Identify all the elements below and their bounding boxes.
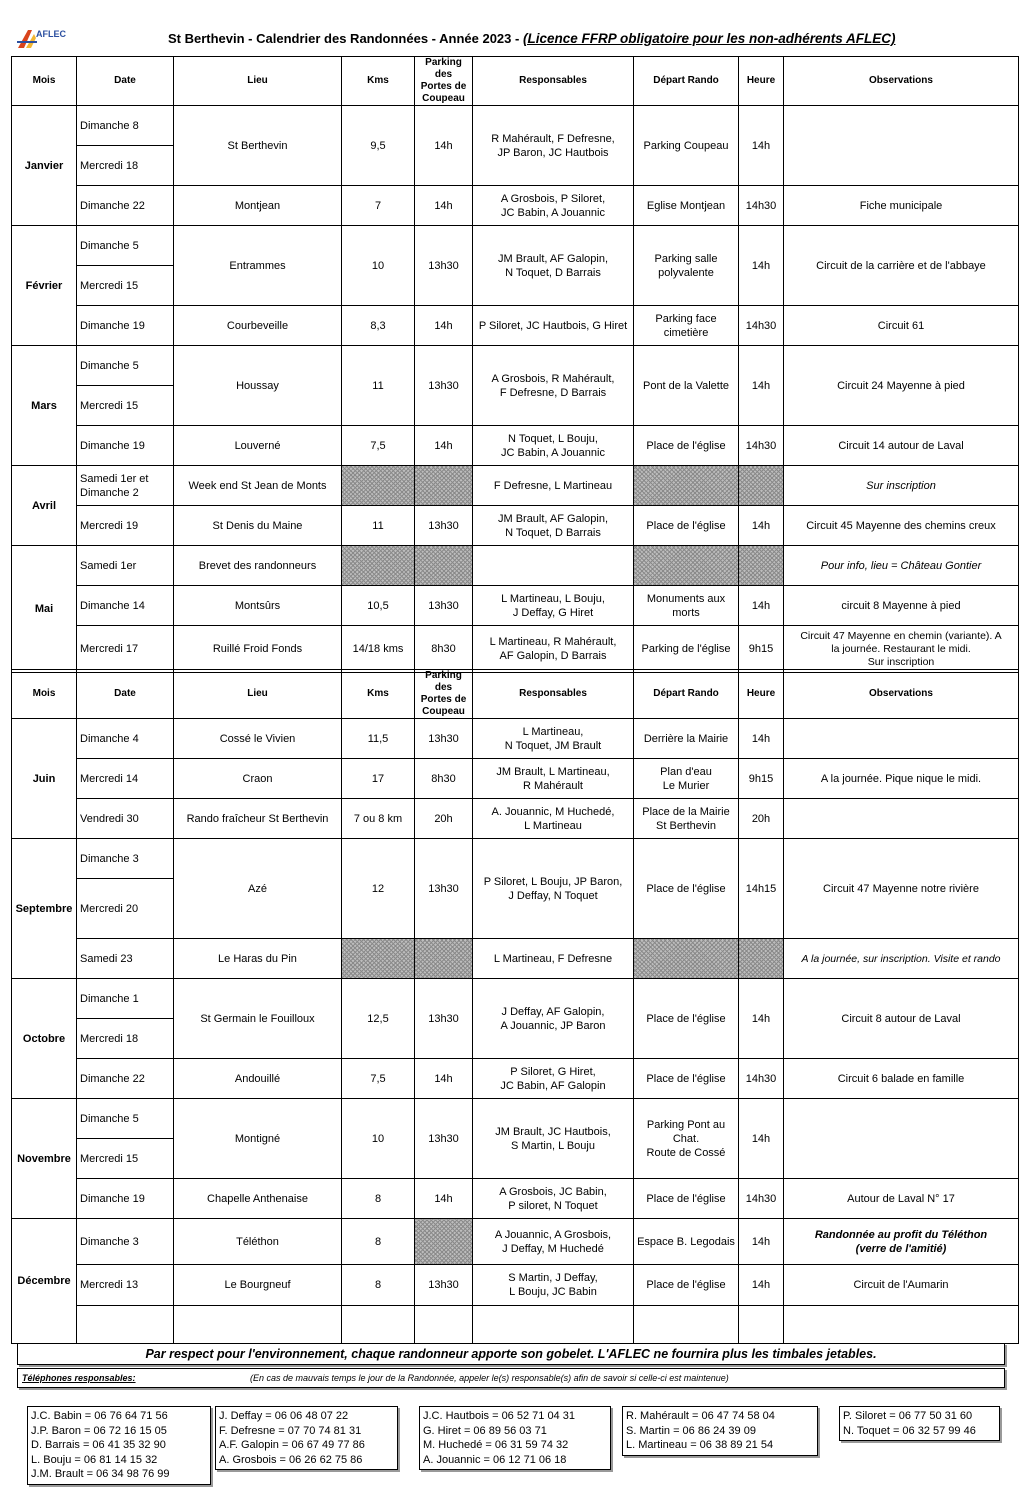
phone-box-4: R. Mahérault = 06 47 74 58 04 S. Martin = 06 86 24 39 09 L. Martineau = 06 38 89 21 54 — [622, 1406, 818, 1456]
resp-cell: A Grosbois, JC Babin, P siloret, N Toquet — [473, 1179, 634, 1219]
parking-cell: 8h30 — [415, 759, 473, 799]
table-row — [12, 106, 1019, 146]
parking-cell: 13h30 — [415, 506, 473, 546]
kms-cell: 9,5 — [342, 106, 415, 186]
lieu-cell: St Germain le Fouilloux — [174, 979, 342, 1059]
date-cell: Mercredi 18 — [77, 1019, 174, 1059]
lieu-cell: Louverné — [174, 426, 342, 466]
table-row — [12, 759, 1019, 799]
date-cell: Samedi 23 — [77, 939, 174, 979]
resp-cell: A Jouannic, A Grosbois, J Deffay, M Huchedé — [473, 1219, 634, 1265]
heure-cell: 14h15 — [739, 839, 784, 939]
empty-cell — [473, 1306, 634, 1344]
date-cell: Dimanche 5 — [77, 346, 174, 386]
col-mois: Mois — [12, 670, 77, 719]
table-row — [12, 186, 1019, 226]
parking-cell: 13h30 — [415, 226, 473, 306]
depart-cell: Parking Pont au Chat. Route de Cossé — [634, 1099, 739, 1179]
date-cell: Mercredi 18 — [77, 146, 174, 186]
date-cell: Dimanche 8 — [77, 106, 174, 146]
lieu-cell: Azé — [174, 839, 342, 939]
depart-cell: Place de l'église — [634, 1265, 739, 1306]
parking-cell: 14h — [415, 106, 473, 186]
aflec-logo — [14, 26, 72, 50]
parking-cell: 14h — [415, 426, 473, 466]
phone-box-1: J.C. Babin = 06 76 64 71 56 J.P. Baron = 06 72 16 15 05 D. Barrais = 06 41 35 32 90 L. Bouju = 06 81 14 15 32 J.M. Brault = 06 34 98 76 99 — [27, 1406, 211, 1485]
obs-cell: Autour de Laval N° 17 — [784, 1179, 1019, 1219]
kms-cell: 11 — [342, 506, 415, 546]
license-note: (Licence FFRP obligatoire pour les non-adhérents AFLEC) — [522, 31, 896, 46]
obs-cell — [784, 799, 1019, 839]
col-depart: Départ Rando — [634, 670, 739, 719]
obs-cell: Randonnée au profit du Téléthon (verre de l'amitié) — [784, 1219, 1019, 1265]
depart-cell: Plan d'eau Le Murier — [634, 759, 739, 799]
header-row — [12, 57, 1019, 106]
phones-bar — [17, 1368, 1005, 1388]
parking-cell: 14h — [415, 306, 473, 346]
resp-cell: P Siloret, G Hiret, JC Babin, AF Galopin — [473, 1059, 634, 1099]
calendar-table-1 — [11, 56, 1019, 673]
obs-cell: A la journée, sur inscription. Visite et rando — [784, 939, 1019, 979]
kms-cell: 11,5 — [342, 719, 415, 759]
heure-cell: 9h15 — [739, 759, 784, 799]
kms-cell: 12,5 — [342, 979, 415, 1059]
lieu-cell: Ruillé Froid Fonds — [174, 626, 342, 673]
table-row — [12, 466, 1019, 506]
resp-cell: R Mahérault, F Defresne, JP Baron, JC Hautbois — [473, 106, 634, 186]
lieu-cell: Téléthon — [174, 1219, 342, 1265]
resp-cell: N Toquet, L Bouju, JC Babin, A Jouannic — [473, 426, 634, 466]
lieu-cell: Chapelle Anthenaise — [174, 1179, 342, 1219]
heure-cell: 14h — [739, 1219, 784, 1265]
kms-cell: 7 ou 8 km — [342, 799, 415, 839]
table-row — [12, 979, 1019, 1019]
phone-box-2: J. Deffay = 06 06 48 07 22 F. Defresne = 07 70 74 81 31 A.F. Galopin = 06 67 49 77 86 A. Grosbois = 06 26 62 75 86 — [215, 1406, 398, 1470]
table-row — [12, 226, 1019, 266]
obs-cell: Circuit 61 — [784, 306, 1019, 346]
heure-cell: 9h15 — [739, 626, 784, 673]
col-parking: Parking des Portes de Coupeau — [415, 57, 473, 106]
kms-cell: 14/18 kms — [342, 626, 415, 673]
month-cell: Septembre — [12, 839, 77, 979]
empty-cell — [342, 1306, 415, 1344]
date-cell: Dimanche 22 — [77, 186, 174, 226]
heure-cell: 14h30 — [739, 1059, 784, 1099]
resp-cell: S Martin, J Deffay, L Bouju, JC Babin — [473, 1265, 634, 1306]
col-responsables: Responsables — [473, 57, 634, 106]
obs-cell: Circuit 8 autour de Laval — [784, 979, 1019, 1059]
obs-cell: Circuit 45 Mayenne des chemins creux — [784, 506, 1019, 546]
hatched-cell — [634, 939, 739, 979]
calendar-table-2 — [11, 669, 1019, 1344]
date-cell: Dimanche 22 — [77, 1059, 174, 1099]
obs-cell: circuit 8 Mayenne à pied — [784, 586, 1019, 626]
parking-cell: 13h30 — [415, 1099, 473, 1179]
kms-cell: 8,3 — [342, 306, 415, 346]
depart-cell: Place de l'église — [634, 839, 739, 939]
col-heure: Heure — [739, 670, 784, 719]
table-row — [12, 626, 1019, 673]
col-observations: Observations — [784, 670, 1019, 719]
lieu-cell: Le Bourgneuf — [174, 1265, 342, 1306]
obs-cell — [784, 106, 1019, 186]
phones-label: Téléphones responsables: — [22, 1373, 136, 1383]
date-cell: Dimanche 14 — [77, 586, 174, 626]
month-cell: Novembre — [12, 1099, 77, 1219]
resp-cell: L Martineau, N Toquet, JM Brault — [473, 719, 634, 759]
month-cell: Avril — [12, 466, 77, 546]
depart-cell: Parking face cimetière — [634, 306, 739, 346]
depart-cell: Parking Coupeau — [634, 106, 739, 186]
resp-cell: L Martineau, F Defresne — [473, 939, 634, 979]
depart-cell: Place de la Mairie St Berthevin — [634, 799, 739, 839]
table-row — [12, 1179, 1019, 1219]
heure-cell: 14h — [739, 226, 784, 306]
parking-cell: 13h30 — [415, 346, 473, 426]
col-mois: Mois — [12, 57, 77, 106]
table-row — [12, 939, 1019, 979]
empty-cell — [174, 1306, 342, 1344]
hatched-cell — [739, 466, 784, 506]
date-cell: Mercredi 14 — [77, 759, 174, 799]
heure-cell: 14h30 — [739, 306, 784, 346]
hatched-cell — [415, 546, 473, 586]
table-row — [12, 426, 1019, 466]
lieu-cell: Houssay — [174, 346, 342, 426]
svg-text:AFLEC: AFLEC — [36, 29, 66, 39]
col-depart: Départ Rando — [634, 57, 739, 106]
col-date: Date — [77, 57, 174, 106]
heure-cell: 14h — [739, 719, 784, 759]
col-responsables: Responsables — [473, 670, 634, 719]
date-cell: Mercredi 19 — [77, 506, 174, 546]
resp-cell: JM Brault, AF Galopin, N Toquet, D Barrais — [473, 226, 634, 306]
parking-cell: 8h30 — [415, 626, 473, 673]
table-row — [12, 546, 1019, 586]
date-cell: Mercredi 15 — [77, 266, 174, 306]
resp-cell: J Deffay, AF Galopin, A Jouannic, JP Baron — [473, 979, 634, 1059]
table-row — [12, 1099, 1019, 1139]
depart-cell: Eglise Montjean — [634, 186, 739, 226]
kms-cell: 17 — [342, 759, 415, 799]
obs-cell: Circuit 47 Mayenne en chemin (variante). A la journée. Restaurant le midi. Sur inscription — [784, 626, 1019, 673]
table-row — [12, 346, 1019, 386]
kms-cell: 7,5 — [342, 426, 415, 466]
obs-cell: Pour info, lieu = Château Gontier — [784, 546, 1019, 586]
kms-cell: 8 — [342, 1219, 415, 1265]
parking-cell: 14h — [415, 1179, 473, 1219]
obs-cell — [784, 1099, 1019, 1179]
kms-cell: 10 — [342, 1099, 415, 1179]
resp-cell: JM Brault, AF Galopin, N Toquet, D Barrais — [473, 506, 634, 546]
date-cell: Dimanche 19 — [77, 306, 174, 346]
depart-cell: Place de l'église — [634, 506, 739, 546]
kms-cell: 10,5 — [342, 586, 415, 626]
lieu-cell: Entrammes — [174, 226, 342, 306]
depart-cell: Place de l'église — [634, 1179, 739, 1219]
month-cell: Juin — [12, 719, 77, 839]
lieu-cell: Cossé le Vivien — [174, 719, 342, 759]
month-cell: Octobre — [12, 979, 77, 1099]
lieu-cell: Week end St Jean de Monts — [174, 466, 342, 506]
lieu-cell: Andouillé — [174, 1059, 342, 1099]
resp-cell: P Siloret, L Bouju, JP Baron, J Deffay, N Toquet — [473, 839, 634, 939]
resp-cell: F Defresne, L Martineau — [473, 466, 634, 506]
col-lieu: Lieu — [174, 670, 342, 719]
heure-cell: 14h — [739, 1099, 784, 1179]
table-row — [12, 1265, 1019, 1306]
table-row — [12, 839, 1019, 879]
kms-cell: 8 — [342, 1265, 415, 1306]
hatched-cell — [342, 466, 415, 506]
obs-cell: Circuit 47 Mayenne notre rivière — [784, 839, 1019, 939]
phones-note: (En cas de mauvais temps le jour de la Randonnée, appeler le(s) responsable(s) afin de savoir si celle-ci est maintenue) — [250, 1373, 729, 1383]
parking-cell: 14h — [415, 1059, 473, 1099]
hatched-cell — [342, 939, 415, 979]
resp-cell: L Martineau, R Mahérault, AF Galopin, D Barrais — [473, 626, 634, 673]
date-cell: Dimanche 3 — [77, 839, 174, 879]
resp-cell — [473, 546, 634, 586]
depart-cell: Parking salle polyvalente — [634, 226, 739, 306]
col-kms: Kms — [342, 670, 415, 719]
date-cell: Vendredi 30 — [77, 799, 174, 839]
resp-cell: P Siloret, JC Hautbois, G Hiret — [473, 306, 634, 346]
empty-cell — [77, 1306, 174, 1344]
lieu-cell: Rando fraîcheur St Berthevin — [174, 799, 342, 839]
lieu-cell: Le Haras du Pin — [174, 939, 342, 979]
hatched-cell — [634, 466, 739, 506]
kms-cell: 8 — [342, 1179, 415, 1219]
lieu-cell: Montsûrs — [174, 586, 342, 626]
lieu-cell: St Berthevin — [174, 106, 342, 186]
depart-cell: Pont de la Valette — [634, 346, 739, 426]
col-date: Date — [77, 670, 174, 719]
resp-cell: JM Brault, L Martineau, R Mahérault — [473, 759, 634, 799]
month-cell: Février — [12, 226, 77, 346]
depart-cell: Monuments aux morts — [634, 586, 739, 626]
empty-cell — [415, 1306, 473, 1344]
date-cell: Mercredi 20 — [77, 879, 174, 939]
month-cell: Mai — [12, 546, 77, 673]
date-cell: Mercredi 17 — [77, 626, 174, 673]
kms-cell: 11 — [342, 346, 415, 426]
col-kms: Kms — [342, 57, 415, 106]
kms-cell: 10 — [342, 226, 415, 306]
date-cell: Mercredi 13 — [77, 1265, 174, 1306]
parking-cell: 13h30 — [415, 586, 473, 626]
obs-cell: Sur inscription — [784, 466, 1019, 506]
heure-cell: 14h — [739, 586, 784, 626]
date-cell: Dimanche 4 — [77, 719, 174, 759]
phone-box-3: J.C. Hautbois = 06 52 71 04 31 G. Hiret = 06 89 56 03 71 M. Huchedé = 06 31 59 74 32 A. Jouannic = 06 12 71 06 18 — [419, 1406, 611, 1470]
empty-cell — [634, 1306, 739, 1344]
heure-cell: 14h — [739, 106, 784, 186]
lieu-cell: Brevet des randonneurs — [174, 546, 342, 586]
parking-cell: 13h30 — [415, 719, 473, 759]
date-cell: Dimanche 3 — [77, 1219, 174, 1265]
lieu-cell: Craon — [174, 759, 342, 799]
empty-cell — [784, 1306, 1019, 1344]
table-row — [12, 719, 1019, 759]
lieu-cell: Courbeveille — [174, 306, 342, 346]
kms-cell: 7,5 — [342, 1059, 415, 1099]
phone-box-5: P. Siloret = 06 77 50 31 60 N. Toquet = 06 32 57 99 46 — [839, 1406, 1000, 1441]
lieu-cell: Montjean — [174, 186, 342, 226]
hatched-cell — [415, 1219, 473, 1265]
date-cell: Samedi 1er et Dimanche 2 — [77, 466, 174, 506]
obs-cell: Fiche municipale — [784, 186, 1019, 226]
hatched-cell — [415, 939, 473, 979]
depart-cell: Place de l'église — [634, 979, 739, 1059]
table-row — [12, 586, 1019, 626]
obs-cell: A la journée. Pique nique le midi. — [784, 759, 1019, 799]
page-title — [168, 31, 895, 46]
parking-cell: 20h — [415, 799, 473, 839]
depart-cell: Parking de l'église — [634, 626, 739, 673]
table-row — [12, 306, 1019, 346]
depart-cell: Espace B. Legodais — [634, 1219, 739, 1265]
obs-cell: Circuit 24 Mayenne à pied — [784, 346, 1019, 426]
col-parking: Parking des Portes de Coupeau — [415, 670, 473, 719]
kms-cell: 7 — [342, 186, 415, 226]
table-row — [12, 1219, 1019, 1265]
date-cell: Dimanche 19 — [77, 426, 174, 466]
table-row — [12, 799, 1019, 839]
heure-cell: 14h — [739, 506, 784, 546]
obs-cell: Circuit 6 balade en famille — [784, 1059, 1019, 1099]
title-text: St Berthevin - Calendrier des Randonnées - Année 2023 - — [168, 31, 523, 46]
depart-cell: Derrière la Mairie — [634, 719, 739, 759]
table-row — [12, 1059, 1019, 1099]
parking-cell: 14h — [415, 186, 473, 226]
month-cell: Mars — [12, 346, 77, 466]
resp-cell: A Grosbois, R Mahérault, F Defresne, D Barrais — [473, 346, 634, 426]
date-cell: Samedi 1er — [77, 546, 174, 586]
date-cell: Dimanche 19 — [77, 1179, 174, 1219]
depart-cell: Place de l'église — [634, 426, 739, 466]
header-row — [12, 670, 1019, 719]
obs-cell — [784, 719, 1019, 759]
parking-cell: 13h30 — [415, 839, 473, 939]
heure-cell: 14h30 — [739, 186, 784, 226]
month-cell: Décembre — [12, 1219, 77, 1344]
hatched-cell — [342, 546, 415, 586]
heure-cell: 20h — [739, 799, 784, 839]
hatched-cell — [739, 546, 784, 586]
hatched-cell — [739, 939, 784, 979]
month-cell: Janvier — [12, 106, 77, 226]
depart-cell: Place de l'église — [634, 1059, 739, 1099]
date-cell: Mercredi 15 — [77, 386, 174, 426]
table-row — [12, 506, 1019, 546]
kms-cell: 12 — [342, 839, 415, 939]
col-lieu: Lieu — [174, 57, 342, 106]
date-cell: Mercredi 15 — [77, 1139, 174, 1179]
empty-cell — [739, 1306, 784, 1344]
date-cell: Dimanche 1 — [77, 979, 174, 1019]
col-observations: Observations — [784, 57, 1019, 106]
obs-cell: Circuit de l'Aumarin — [784, 1265, 1019, 1306]
parking-cell: 13h30 — [415, 979, 473, 1059]
date-cell: Dimanche 5 — [77, 1099, 174, 1139]
table-row — [12, 1306, 1019, 1344]
heure-cell: 14h — [739, 346, 784, 426]
resp-cell: A. Jouannic, M Huchedé, L Martineau — [473, 799, 634, 839]
heure-cell: 14h — [739, 1265, 784, 1306]
obs-cell: Circuit 14 autour de Laval — [784, 426, 1019, 466]
obs-cell: Circuit de la carrière et de l'abbaye — [784, 226, 1019, 306]
environment-notice: Par respect pour l'environnement, chaque randonneur apporte son gobelet. L'AFLEC ne fournira plus les timbales jetables. — [17, 1343, 1005, 1365]
resp-cell: JM Brault, JC Hautbois, S Martin, L Bouju — [473, 1099, 634, 1179]
resp-cell: L Martineau, L Bouju, J Deffay, G Hiret — [473, 586, 634, 626]
resp-cell: A Grosbois, P Siloret, JC Babin, A Jouannic — [473, 186, 634, 226]
lieu-cell: Montigné — [174, 1099, 342, 1179]
heure-cell: 14h — [739, 979, 784, 1059]
parking-cell: 13h30 — [415, 1265, 473, 1306]
hatched-cell — [415, 466, 473, 506]
col-heure: Heure — [739, 57, 784, 106]
lieu-cell: St Denis du Maine — [174, 506, 342, 546]
date-cell: Dimanche 5 — [77, 226, 174, 266]
heure-cell: 14h30 — [739, 1179, 784, 1219]
hatched-cell — [634, 546, 739, 586]
heure-cell: 14h30 — [739, 426, 784, 466]
